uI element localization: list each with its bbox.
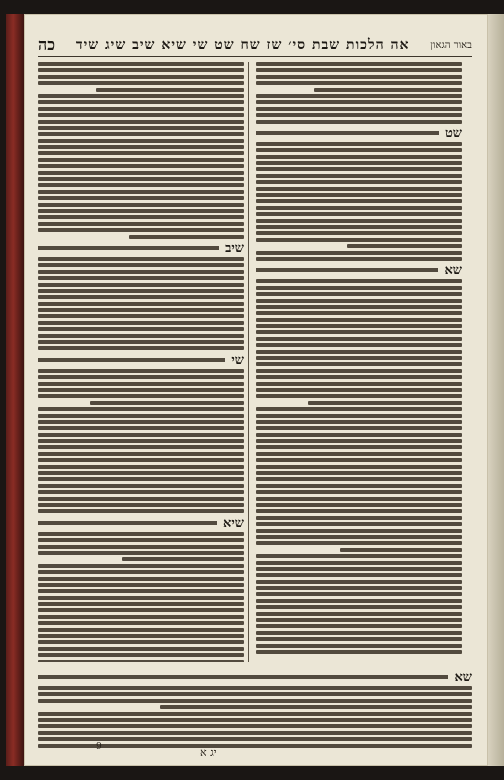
- text-line: [38, 375, 244, 379]
- text-line: [256, 471, 462, 475]
- text-line: [38, 314, 244, 318]
- text-line: [256, 580, 462, 584]
- text-line: [38, 577, 244, 581]
- text-line: [38, 414, 244, 418]
- text-line: [38, 452, 244, 456]
- text-line: [256, 452, 462, 456]
- siman-marker: [38, 353, 244, 367]
- text-line: [256, 637, 462, 641]
- header-title: אה הלכות שבת סי׳ שז שח שט שי שיא שיב שיג שיד: [75, 36, 410, 53]
- text-line: [38, 62, 244, 66]
- text-line: [160, 705, 472, 709]
- text-line: [38, 215, 244, 219]
- text-line: [38, 692, 472, 696]
- text-line: [38, 222, 244, 226]
- text-line: [38, 731, 472, 735]
- text-line: [256, 292, 462, 296]
- text-line: [38, 724, 472, 728]
- siman-label: שי: [231, 352, 244, 368]
- text-line: [38, 551, 244, 555]
- text-line: [256, 167, 462, 171]
- text-line: [256, 113, 462, 117]
- text-line: [38, 382, 244, 386]
- text-line: [314, 88, 462, 92]
- siman-marker: [38, 241, 244, 255]
- text-line: [38, 686, 472, 690]
- text-line: [38, 276, 244, 280]
- text-line: [256, 490, 462, 494]
- text-line: [38, 145, 244, 149]
- text-line: [256, 516, 462, 520]
- text-line: [256, 142, 462, 146]
- text-line: [256, 567, 462, 571]
- text-line: [256, 337, 462, 341]
- text-line: [256, 503, 462, 507]
- text-line: [38, 503, 244, 507]
- text-line: [38, 107, 244, 111]
- text-line: [38, 388, 244, 392]
- text-line: [38, 196, 244, 200]
- text-line: [38, 640, 244, 644]
- text-line: [38, 407, 244, 411]
- text-line: [38, 471, 244, 475]
- text-line: [38, 340, 244, 344]
- right-text-column: [256, 62, 462, 662]
- text-line: [256, 268, 438, 272]
- text-line: [38, 81, 244, 85]
- text-line: [38, 283, 244, 287]
- text-line: [38, 246, 219, 250]
- text-line: [256, 650, 462, 654]
- siman-label: שא: [444, 263, 462, 279]
- text-line: [38, 151, 244, 155]
- text-line: [38, 521, 217, 525]
- text-line: [38, 608, 244, 612]
- siman-marker: [256, 263, 462, 277]
- text-line: [38, 602, 244, 606]
- text-line: [38, 484, 244, 488]
- text-line: [38, 171, 244, 175]
- text-line: [38, 570, 244, 574]
- text-line: [256, 187, 462, 191]
- text-line: [256, 509, 462, 513]
- text-line: [256, 148, 462, 152]
- text-line: [256, 212, 462, 216]
- text-line: [256, 231, 462, 235]
- left-text-column: [38, 62, 244, 662]
- text-line: [256, 369, 462, 373]
- text-line: [256, 62, 462, 66]
- text-line: [256, 343, 462, 347]
- text-line: [38, 308, 244, 312]
- text-line: [38, 263, 244, 267]
- text-line: [256, 225, 462, 229]
- text-line: [38, 177, 244, 181]
- text-line: [256, 362, 462, 366]
- text-line: [256, 193, 462, 197]
- footer-signature: יג א: [200, 746, 217, 759]
- text-line: [38, 712, 472, 716]
- text-line: [38, 465, 244, 469]
- siman-label: שיא: [223, 515, 244, 531]
- text-line: [256, 100, 462, 104]
- text-line: [256, 426, 462, 430]
- column-rule: [248, 62, 249, 662]
- text-line: [256, 477, 462, 481]
- text-line: [38, 289, 244, 293]
- text-line: [256, 382, 462, 386]
- text-line: [308, 401, 463, 405]
- siman-marker: [38, 516, 244, 530]
- text-line: [256, 529, 462, 533]
- text-line: [122, 557, 244, 561]
- text-line: [256, 541, 462, 545]
- text-line: [256, 605, 462, 609]
- text-line: [38, 737, 472, 741]
- text-line: [256, 414, 462, 418]
- text-line: [256, 644, 462, 648]
- text-line: [38, 699, 472, 703]
- text-line: [38, 295, 244, 299]
- text-line: [256, 199, 462, 203]
- text-line: [256, 238, 462, 242]
- text-line: [38, 120, 244, 124]
- siman-label: שא: [454, 670, 472, 685]
- text-line: [38, 458, 244, 462]
- text-line: [96, 88, 244, 92]
- text-line: [38, 647, 244, 651]
- text-line: [38, 628, 244, 632]
- book-spine: [6, 14, 24, 766]
- text-line: [38, 358, 225, 362]
- text-line: [340, 548, 462, 552]
- text-line: [38, 346, 244, 350]
- text-line: [256, 206, 462, 210]
- text-line: [256, 180, 462, 184]
- text-line: [256, 81, 462, 85]
- text-line: [38, 183, 244, 187]
- text-line: [256, 618, 462, 622]
- text-line: [38, 532, 244, 536]
- text-line: [256, 311, 462, 315]
- text-line: [256, 561, 462, 565]
- text-line: [256, 535, 462, 539]
- header-side-note: באור הגאון: [430, 39, 472, 51]
- footer-small-number: 9: [96, 742, 102, 752]
- text-line: [256, 279, 462, 283]
- text-line: [38, 439, 244, 443]
- text-line: [38, 509, 244, 513]
- text-line: [256, 94, 462, 98]
- text-line: [90, 401, 245, 405]
- text-line: [129, 235, 244, 239]
- text-line: [38, 660, 244, 662]
- text-line: [38, 369, 244, 373]
- text-line: [38, 718, 472, 722]
- text-line: [256, 599, 462, 603]
- text-line: [256, 161, 462, 165]
- text-line: [256, 356, 462, 360]
- text-line: [38, 583, 244, 587]
- text-line: [38, 113, 244, 117]
- text-line: [38, 327, 244, 331]
- text-line: [256, 522, 462, 526]
- text-line: [38, 209, 244, 213]
- text-line: [256, 433, 462, 437]
- siman-label: שיב: [225, 240, 244, 256]
- siman-label: שט: [444, 125, 462, 141]
- text-line: [38, 68, 244, 72]
- text-line: [38, 228, 244, 232]
- text-line: [256, 388, 462, 392]
- text-line: [38, 132, 244, 136]
- text-line: [256, 612, 462, 616]
- text-line: [256, 554, 462, 558]
- text-line: [38, 139, 244, 143]
- text-line: [256, 497, 462, 501]
- text-line: [256, 631, 462, 635]
- text-line: [256, 68, 462, 72]
- text-line: [256, 330, 462, 334]
- text-line: [38, 126, 244, 130]
- text-line: [256, 257, 462, 261]
- text-line: [256, 420, 462, 424]
- text-line: [256, 458, 462, 462]
- text-line: [256, 219, 462, 223]
- text-line: [256, 586, 462, 590]
- text-line: [256, 407, 462, 411]
- text-line: [38, 433, 244, 437]
- running-header: [38, 34, 472, 57]
- text-line: [256, 174, 462, 178]
- text-line: [38, 164, 244, 168]
- text-line: [38, 589, 244, 593]
- text-line: [38, 394, 244, 398]
- text-line: [256, 439, 462, 443]
- text-line: [256, 592, 462, 596]
- text-line: [38, 634, 244, 638]
- text-line: [38, 615, 244, 619]
- text-line: [38, 100, 244, 104]
- text-line: [38, 653, 244, 657]
- text-line: [256, 155, 462, 159]
- text-line: [256, 107, 462, 111]
- text-line: [256, 75, 462, 79]
- text-line: [256, 375, 462, 379]
- text-line: [256, 445, 462, 449]
- text-line: [38, 497, 244, 501]
- text-line: [38, 75, 244, 79]
- text-line: [38, 257, 244, 261]
- text-line: [347, 244, 462, 248]
- text-line: [38, 621, 244, 625]
- text-line: [38, 158, 244, 162]
- text-line: [256, 251, 462, 255]
- text-line: [256, 131, 439, 135]
- text-line: [38, 675, 448, 679]
- text-line: [256, 318, 462, 322]
- text-line: [38, 426, 244, 430]
- text-line: [38, 270, 244, 274]
- text-line: [256, 465, 462, 469]
- text-line: [38, 94, 244, 98]
- siman-marker: [38, 670, 472, 684]
- text-line: [256, 394, 462, 398]
- text-line: [38, 203, 244, 207]
- text-line: [256, 484, 462, 488]
- text-line: [38, 490, 244, 494]
- text-line: [256, 624, 462, 628]
- text-line: [256, 305, 462, 309]
- siman-marker: [256, 126, 462, 140]
- text-line: [38, 545, 244, 549]
- text-line: [256, 573, 462, 577]
- header-page-label: כה: [38, 35, 56, 54]
- text-line: [38, 538, 244, 542]
- text-line: [256, 120, 462, 124]
- text-line: [38, 596, 244, 600]
- text-line: [256, 324, 462, 328]
- text-line: [38, 321, 244, 325]
- text-line: [38, 445, 244, 449]
- text-line: [38, 302, 244, 306]
- text-line: [38, 744, 472, 748]
- lower-text-block: [38, 668, 472, 748]
- text-line: [256, 286, 462, 290]
- text-line: [38, 564, 244, 568]
- text-line: [38, 334, 244, 338]
- page-edge: [488, 14, 504, 766]
- text-line: [38, 190, 244, 194]
- text-line: [38, 420, 244, 424]
- text-line: [38, 477, 244, 481]
- text-line: [256, 299, 462, 303]
- text-line: [256, 350, 462, 354]
